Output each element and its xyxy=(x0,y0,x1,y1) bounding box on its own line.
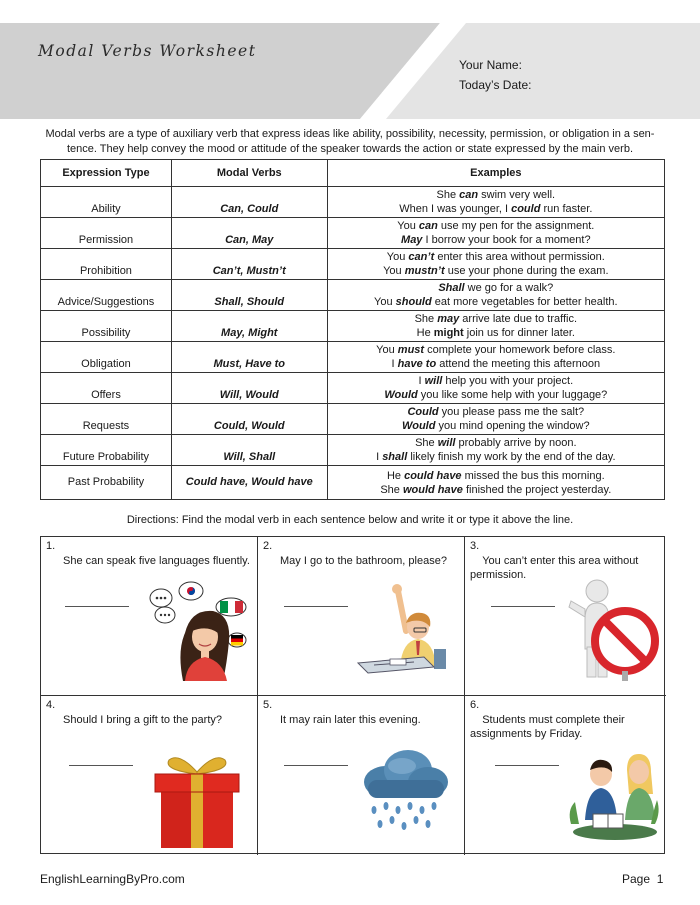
modal-verbs-cell: Could have, Would have xyxy=(171,466,327,500)
example-text: You xyxy=(386,251,409,263)
example-sentence xyxy=(328,450,664,464)
woman-speech-bubbles-icon xyxy=(147,581,257,681)
modal-verb-highlight: will xyxy=(424,375,443,387)
example-text: likely finish my work by the end of the day. xyxy=(407,451,616,463)
header-expression-type: Expression Type xyxy=(41,160,172,187)
students-studying-icon xyxy=(565,750,663,846)
expression-type-cell: Advice/Suggestions xyxy=(41,280,172,311)
modal-verb-highlight: can’t xyxy=(408,251,435,263)
header-examples: Examples xyxy=(327,160,664,187)
exercise-number: 1. xyxy=(46,540,56,552)
exercise-cell-4 xyxy=(41,696,258,855)
exercise-sentence: She can speak five languages fluently. xyxy=(63,555,250,567)
example-text: I xyxy=(418,375,425,387)
examples-cell xyxy=(327,187,664,218)
example-text: You xyxy=(383,265,405,277)
example-sentence xyxy=(328,469,664,483)
example-sentence xyxy=(328,343,664,357)
example-text: you please pass me the salt? xyxy=(438,406,585,418)
header-background xyxy=(0,23,700,119)
modal-verbs-cell: Will, Would xyxy=(171,373,327,404)
example-text: swim very well. xyxy=(478,189,556,201)
table-row xyxy=(41,218,665,249)
example-text: use my pen for the assignment. xyxy=(437,220,595,232)
example-sentence xyxy=(328,202,664,216)
example-sentence xyxy=(328,326,664,340)
example-text: we go for a walk? xyxy=(464,282,554,294)
example-sentence xyxy=(328,295,664,309)
examples-cell xyxy=(327,249,664,280)
example-text: complete your homework before class. xyxy=(424,344,616,356)
footer-website: EnglishLearningByPro.com xyxy=(40,872,185,886)
example-sentence xyxy=(328,483,664,497)
modal-verb-highlight: must xyxy=(397,344,425,356)
examples-cell xyxy=(327,435,664,466)
example-sentence xyxy=(328,188,664,202)
example-text: You xyxy=(374,296,396,308)
examples-cell xyxy=(327,404,664,435)
examples-cell xyxy=(327,373,664,404)
example-text: I xyxy=(391,358,398,370)
examples-cell xyxy=(327,311,664,342)
table-row xyxy=(41,466,665,500)
modal-verb-highlight: mustn’t xyxy=(404,265,445,277)
table-row xyxy=(41,404,665,435)
example-text: join us for dinner later. xyxy=(463,327,575,339)
example-sentence xyxy=(328,388,664,402)
example-sentence xyxy=(328,219,664,233)
modal-verbs-cell: Shall, Should xyxy=(171,280,327,311)
modal-verb-highlight: may xyxy=(437,313,460,325)
answer-line[interactable] xyxy=(495,765,559,766)
example-text: eat more vegetables for better health. xyxy=(431,296,618,308)
example-text: help you with your project. xyxy=(442,375,574,387)
exercise-cell-1 xyxy=(41,537,258,696)
example-text: When I was younger, I xyxy=(399,203,512,215)
example-text: use your phone during the exam. xyxy=(444,265,609,277)
example-sentence xyxy=(328,374,664,388)
expression-type-cell: Possibility xyxy=(41,311,172,342)
example-text: He xyxy=(386,469,405,482)
expression-type-cell: Ability xyxy=(41,187,172,218)
examples-cell xyxy=(327,342,664,373)
example-text: missed the bus this morning. xyxy=(461,469,605,482)
modal-verbs-cell: Can, May xyxy=(171,218,327,249)
expression-type-cell: Permission xyxy=(41,218,172,249)
table-row xyxy=(41,187,665,218)
modal-verb-highlight: have to xyxy=(397,358,437,370)
rain-cloud-icon xyxy=(356,748,452,840)
table-header-row xyxy=(41,160,665,187)
exercise-sentence: May I go to the bathroom, please? xyxy=(280,555,447,567)
intro-paragraph: Modal verbs are a type of auxiliary verb that express ideas like ability, possibility, necessity, permission, or obligation in a sen- tence. They help convey the mood or attitude of the speaker towards the action or state expressed by the main verb. xyxy=(45,128,655,155)
expression-type-cell: Obligation xyxy=(41,342,172,373)
example-text: I borrow your book for a moment? xyxy=(422,234,591,246)
gift-box-icon xyxy=(151,750,243,850)
exercise-sentence: You can’t enter this area without permission. xyxy=(470,555,639,581)
table-row xyxy=(41,342,665,373)
answer-line[interactable] xyxy=(491,606,555,607)
student-raising-hand-icon xyxy=(354,583,454,677)
footer-page-number: Page 1 xyxy=(622,872,664,886)
date-field-label: Today’s Date: xyxy=(459,78,532,92)
exercise-number: 6. xyxy=(470,699,480,711)
table-row xyxy=(41,249,665,280)
modal-verb-highlight: can xyxy=(418,220,438,232)
answer-line[interactable] xyxy=(284,765,348,766)
modal-verb-highlight: will xyxy=(437,437,456,449)
expression-type-cell: Prohibition xyxy=(41,249,172,280)
modal-verb-highlight: shall xyxy=(382,451,408,463)
table-row xyxy=(41,435,665,466)
modal-verbs-table xyxy=(40,159,665,500)
modal-verbs-cell: Must, Have to xyxy=(171,342,327,373)
example-text: She xyxy=(436,189,460,201)
modal-verbs-cell: Could, Would xyxy=(171,404,327,435)
example-text: you like some help with your luggage? xyxy=(417,389,608,401)
example-text: attend the meeting this afternoon xyxy=(436,358,601,370)
exercise-sentence: Should I bring a gift to the party? xyxy=(63,714,222,726)
table-row xyxy=(41,373,665,404)
exercise-number: 4. xyxy=(46,699,56,711)
modal-verb-highlight: Would xyxy=(384,389,418,401)
exercise-sentence: It may rain later this evening. xyxy=(280,714,421,726)
examples-cell xyxy=(327,466,664,500)
example-text: She xyxy=(415,437,438,449)
example-sentence xyxy=(328,405,664,419)
example-sentence xyxy=(328,281,664,295)
exercise-cell-6 xyxy=(465,696,666,855)
modal-verb-highlight: May xyxy=(401,234,423,246)
example-sentence xyxy=(328,233,664,247)
example-text: She xyxy=(414,313,438,325)
example-text: run faster. xyxy=(540,203,593,215)
example-text: arrive late due to traffic. xyxy=(459,313,578,325)
header-modal-verbs: Modal Verbs xyxy=(171,160,327,187)
directions-text: Directions: Find the modal verb in each sentence below and write it or type it above the line. xyxy=(126,514,574,526)
exercise-grid xyxy=(40,536,665,854)
exercise-sentence: Students must complete their assignments by Friday. xyxy=(470,714,625,740)
expression-type-cell: Requests xyxy=(41,404,172,435)
modal-verb-highlight: can xyxy=(459,189,479,201)
modal-verbs-cell: Will, Shall xyxy=(171,435,327,466)
modal-verb-highlight: would have xyxy=(402,483,463,496)
modal-verb-highlight: might xyxy=(433,327,464,339)
table-row xyxy=(41,311,665,342)
modal-verb-highlight: should xyxy=(395,296,432,308)
example-text: You xyxy=(397,220,419,232)
modal-verb-highlight: Would xyxy=(402,420,436,432)
answer-line[interactable] xyxy=(284,606,348,607)
expression-type-cell: Offers xyxy=(41,373,172,404)
example-sentence xyxy=(328,264,664,278)
modal-verbs-cell: May, Might xyxy=(171,311,327,342)
name-field-label: Your Name: xyxy=(459,58,522,72)
example-sentence xyxy=(328,250,664,264)
example-text: He xyxy=(416,327,434,339)
modal-verb-highlight: could have xyxy=(404,469,462,482)
header-banner xyxy=(0,23,700,119)
examples-cell xyxy=(327,218,664,249)
no-entry-sign-icon xyxy=(563,579,663,683)
example-sentence xyxy=(328,312,664,326)
modal-verbs-cell: Can, Could xyxy=(171,187,327,218)
exercise-number: 3. xyxy=(470,540,480,552)
example-sentence xyxy=(328,357,664,371)
example-text: I xyxy=(376,451,383,463)
expression-type-cell: Past Probability xyxy=(41,466,172,500)
example-text: you mind opening the window? xyxy=(435,420,590,432)
example-text: enter this area without permission. xyxy=(434,251,605,263)
worksheet-title: Modal Verbs Worksheet xyxy=(38,42,257,60)
modal-verbs-cell: Can’t, Mustn’t xyxy=(171,249,327,280)
exercise-cell-3 xyxy=(465,537,666,696)
answer-line[interactable] xyxy=(69,765,133,766)
example-sentence xyxy=(328,419,664,433)
modal-verb-highlight: Shall xyxy=(438,282,465,294)
exercise-number: 5. xyxy=(263,699,273,711)
example-sentence xyxy=(328,436,664,450)
modal-verb-highlight: could xyxy=(511,203,541,215)
example-text: You xyxy=(376,344,398,356)
answer-line[interactable] xyxy=(65,606,129,607)
exercise-cell-2 xyxy=(258,537,465,696)
table-row xyxy=(41,280,665,311)
example-text: She xyxy=(380,483,403,496)
example-text: finished the project yesterday. xyxy=(462,483,612,496)
example-text: probably arrive by noon. xyxy=(455,437,577,449)
exercise-number: 2. xyxy=(263,540,273,552)
modal-verb-highlight: Could xyxy=(407,406,439,418)
expression-type-cell: Future Probability xyxy=(41,435,172,466)
exercise-cell-5 xyxy=(258,696,465,855)
examples-cell xyxy=(327,280,664,311)
